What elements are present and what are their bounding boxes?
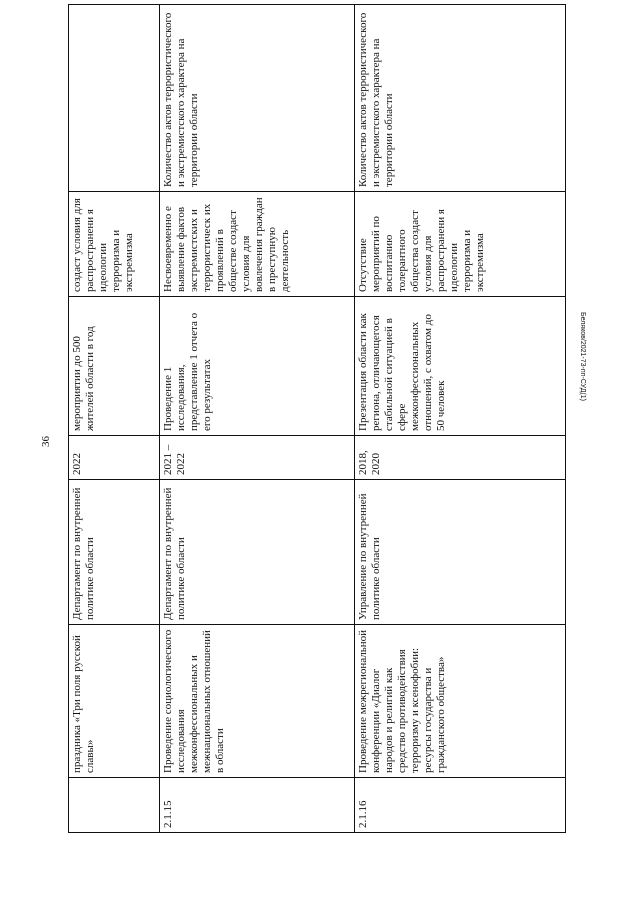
executor-cell: Департамент по внутренней политике области [160, 480, 355, 625]
plan-table [68, 4, 566, 833]
result-cell: Проведение 1 исследования, представление 1 отчета о его результатах [160, 297, 355, 436]
table-row [160, 5, 355, 833]
result-cell: Презентация области как региона, отличающегося стабильной ситуацией в сфере межконфессиональных отношений, с охватом до 50 человек [355, 297, 566, 436]
result-cell: мероприятии до 500 жителей области в год [69, 297, 160, 436]
executor-cell: Департамент по внутренней политике области [69, 480, 160, 625]
event-cell: Проведение социологического исследования межконфессиональных и межнациональных отношений в области [160, 625, 355, 778]
row-number-cell: 2.1.16 [355, 778, 566, 833]
year-cell: 2022 [69, 436, 160, 480]
event-cell: Проведение межрегиональной конференции «Диалог народов и религий как средство противодействия терроризму и ксенофобии: ресурсы государства и гражданского общества» [355, 625, 566, 778]
indicator-cell [69, 5, 160, 192]
row-number-cell: 2.1.15 [160, 778, 355, 833]
year-cell: 2021 – 2022 [160, 436, 355, 480]
risk-cell: Отсутствие мероприятий по воспитанию толерантного общества создаст условия для распространени я идеологии терроризма и экстремизма [355, 192, 566, 297]
executor-cell: Управление по внутренней политике области [355, 480, 566, 625]
risk-cell: Несвоевременно е выявление фактов экстремистских и террористическ их проявлений в обществе создаст условия для вовлечения граждан в преступную деятельность [160, 192, 355, 297]
event-cell: праздника «Три поля русской славы» [69, 625, 160, 778]
indicator-cell: Количество актов террористического и экстремистского характера на территории области [355, 5, 566, 192]
page-number: 36 [40, 436, 52, 447]
table-row [69, 5, 160, 833]
risk-cell: создаст условия для распространени я идеологии терроризма и экстремизма [69, 192, 160, 297]
table-row [355, 5, 566, 833]
rotated-table-wrapper [68, 12, 565, 833]
year-cell: 2018, 2020 [355, 436, 566, 480]
indicator-cell: Количество актов террористического и экстремистского характера на территории области [160, 5, 355, 192]
document-stamp: Беляков/2021-73-пп-СУД(1) [579, 312, 586, 402]
row-number-cell [69, 778, 160, 833]
